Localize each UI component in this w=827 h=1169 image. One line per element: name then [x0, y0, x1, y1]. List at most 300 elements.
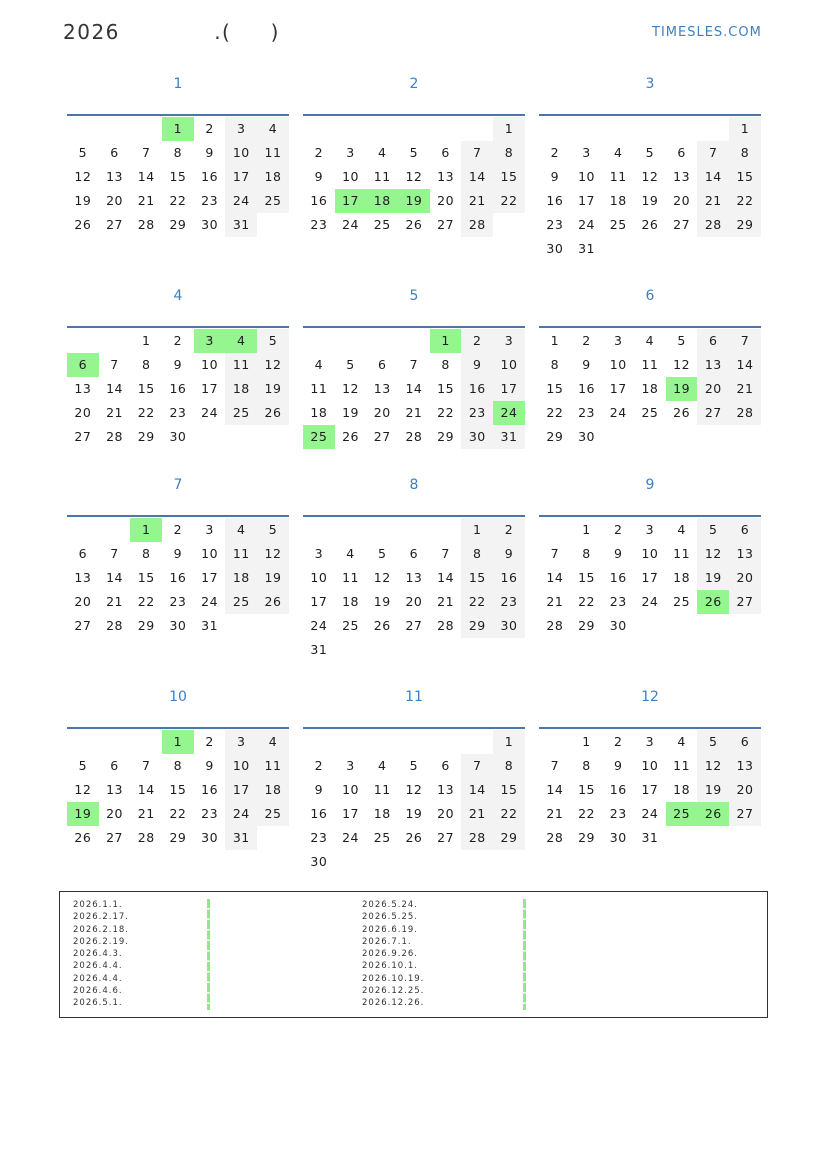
month-title: 5: [409, 288, 419, 304]
day-cell: 26: [405, 830, 423, 845]
month-2: [303, 68, 525, 237]
day-cell: 28: [137, 830, 155, 845]
day-cell: 11: [373, 169, 391, 184]
day-cell: 18: [225, 566, 257, 590]
empty-day-cell: [335, 329, 367, 353]
day-cell: 10: [225, 141, 257, 165]
day-cell: 7: [441, 546, 450, 561]
day-cell: 25: [373, 217, 391, 232]
day-cell: 8: [461, 542, 493, 566]
day-cell: 23: [609, 594, 627, 609]
holiday-date: 2026.2.17.: [73, 912, 129, 923]
day-cell: 10: [201, 357, 219, 372]
day-cell: 23: [461, 401, 493, 425]
day-cell: 28: [106, 618, 123, 633]
holiday-date: 2026.2.18.: [73, 924, 129, 935]
month-title: 12: [641, 689, 659, 705]
day-cell: 10: [641, 546, 659, 561]
day-cell: 25: [641, 405, 659, 420]
holiday-date: 2026.2.19.: [73, 936, 129, 947]
day-cell: 16: [578, 381, 595, 396]
empty-day-cell: [697, 117, 729, 141]
day-cell: 28: [461, 213, 493, 237]
day-cell: 27: [74, 618, 92, 633]
page-title: 2026 .( ): [63, 20, 280, 44]
day-cell: 30: [609, 830, 627, 845]
day-cell: 29: [169, 830, 187, 845]
day-cell: 17: [225, 165, 257, 189]
day-cell: 12: [641, 169, 659, 184]
day-cell: 15: [169, 782, 187, 797]
day-cell: 11: [310, 381, 328, 396]
day-cell: 30: [609, 618, 627, 633]
empty-day-cell: [99, 730, 131, 754]
day-cell: 5: [346, 357, 355, 372]
day-cell: 16: [310, 193, 328, 208]
day-cell: 3: [493, 329, 525, 353]
day-cell: 24: [201, 405, 219, 420]
month-title: 4: [173, 288, 183, 304]
empty-day-cell: [398, 518, 430, 542]
day-cell: 21: [106, 405, 123, 420]
day-cell: 24: [310, 618, 328, 633]
day-cell: 15: [578, 782, 595, 797]
day-cell: 28: [106, 429, 123, 444]
month-grid: [67, 326, 289, 449]
day-cell: 22: [493, 802, 525, 826]
day-cell: 15: [169, 169, 187, 184]
day-cell: 11: [609, 169, 627, 184]
holiday-date: 2026.9.26.: [362, 949, 418, 960]
day-cell: 14: [729, 353, 761, 377]
month-5: [303, 280, 525, 449]
day-cell: 21: [697, 189, 729, 213]
day-cell: 25: [342, 618, 359, 633]
day-cell: 9: [205, 758, 214, 773]
holiday-date: 2026.10.19.: [362, 973, 425, 984]
day-cell: 16: [546, 193, 564, 208]
empty-day-cell: [335, 730, 367, 754]
day-cell: 17: [609, 381, 627, 396]
day-cell: 10: [225, 754, 257, 778]
day-cell: 16: [310, 806, 328, 821]
day-cell: 14: [437, 570, 455, 585]
day-cell: 24: [342, 217, 359, 232]
day-cell: 1: [162, 117, 194, 141]
day-cell: 20: [373, 405, 391, 420]
day-cell: 8: [173, 145, 183, 160]
day-cell: 31: [641, 830, 659, 845]
day-cell: 19: [398, 189, 430, 213]
month-10: [67, 681, 289, 850]
day-cell: 9: [613, 758, 623, 773]
day-cell: 22: [546, 405, 564, 420]
month-title: 11: [405, 689, 423, 705]
day-cell: 29: [493, 826, 525, 850]
day-cell: 6: [377, 357, 387, 372]
day-cell: 4: [377, 758, 387, 773]
empty-day-cell: [67, 329, 99, 353]
holiday-list-box: [59, 891, 768, 1018]
day-cell: 3: [613, 333, 623, 348]
day-cell: 13: [673, 169, 691, 184]
day-cell: 5: [677, 333, 686, 348]
day-cell: 26: [257, 590, 289, 614]
day-cell: 30: [201, 217, 219, 232]
day-cell: 13: [405, 570, 423, 585]
day-cell: 15: [493, 165, 525, 189]
day-cell: 5: [257, 329, 289, 353]
holiday-list-left: [73, 899, 129, 1010]
day-cell: 29: [546, 429, 564, 444]
day-cell: 1: [493, 117, 525, 141]
day-cell: 23: [169, 405, 187, 420]
empty-day-cell: [430, 518, 462, 542]
holiday-date: 2026.5.24.: [362, 900, 418, 910]
day-cell: 16: [201, 782, 219, 797]
empty-day-cell: [539, 730, 571, 754]
day-cell: 27: [729, 590, 761, 614]
day-cell: 25: [609, 217, 627, 232]
day-cell: 14: [106, 381, 123, 396]
month-title: 10: [169, 689, 187, 705]
month-grid: [67, 114, 289, 237]
day-cell: 7: [461, 141, 493, 165]
month-grid: [67, 515, 289, 638]
day-cell: 27: [697, 401, 729, 425]
day-cell: 11: [373, 782, 391, 797]
day-cell: 21: [137, 193, 155, 208]
holiday-marker-bar: [523, 899, 526, 1010]
day-cell: 7: [550, 758, 560, 773]
day-cell: 6: [729, 730, 761, 754]
holiday-date: 2026.4.6.: [73, 986, 123, 997]
day-cell: 7: [409, 357, 419, 372]
empty-day-cell: [366, 329, 398, 353]
day-cell: 16: [493, 566, 525, 590]
day-cell: 13: [74, 381, 92, 396]
day-cell: 7: [550, 546, 560, 561]
empty-day-cell: [335, 117, 367, 141]
day-cell: 10: [578, 169, 595, 184]
day-cell: 11: [673, 758, 691, 773]
day-cell: 28: [697, 213, 729, 237]
day-cell: 9: [173, 357, 183, 372]
day-cell: 13: [729, 754, 761, 778]
month-title: 6: [645, 288, 655, 304]
day-cell: 12: [405, 169, 423, 184]
day-cell: 20: [673, 193, 691, 208]
empty-day-cell: [398, 730, 430, 754]
day-cell: 17: [201, 381, 219, 396]
holiday-date: 2026.12.26.: [362, 998, 425, 1009]
day-cell: 30: [169, 618, 187, 633]
day-cell: 14: [546, 782, 564, 797]
day-cell: 18: [257, 778, 289, 802]
day-cell: 3: [225, 730, 257, 754]
day-cell: 11: [673, 546, 691, 561]
day-cell: 17: [493, 377, 525, 401]
day-cell: 1: [582, 734, 591, 749]
day-cell: 23: [609, 806, 627, 821]
day-cell: 7: [729, 329, 761, 353]
day-cell: 3: [582, 145, 591, 160]
holiday-date: 2026.1.1.: [73, 900, 123, 910]
day-cell: 18: [673, 782, 691, 797]
day-cell: 24: [201, 594, 219, 609]
month-7: [67, 469, 289, 638]
empty-day-cell: [430, 117, 462, 141]
day-cell: 20: [437, 193, 455, 208]
day-cell: 2: [173, 333, 183, 348]
day-cell: 2: [493, 518, 525, 542]
day-cell: 28: [461, 826, 493, 850]
empty-day-cell: [366, 730, 398, 754]
day-cell: 6: [67, 353, 99, 377]
day-cell: 19: [697, 778, 729, 802]
day-cell: 14: [697, 165, 729, 189]
day-cell: 20: [697, 377, 729, 401]
empty-day-cell: [602, 117, 634, 141]
day-cell: 23: [201, 193, 219, 208]
empty-day-cell: [366, 117, 398, 141]
day-cell: 30: [578, 429, 595, 444]
day-cell: 10: [342, 782, 359, 797]
day-cell: 1: [130, 518, 162, 542]
day-cell: 16: [169, 570, 187, 585]
day-cell: 27: [673, 217, 691, 232]
day-cell: 22: [578, 594, 595, 609]
day-cell: 16: [169, 381, 187, 396]
day-cell: 20: [74, 594, 92, 609]
empty-day-cell: [666, 117, 698, 141]
day-cell: 8: [141, 546, 151, 561]
empty-day-cell: [430, 730, 462, 754]
day-cell: 26: [74, 830, 92, 845]
day-cell: 26: [405, 217, 423, 232]
day-cell: 4: [677, 734, 686, 749]
day-cell: 12: [257, 542, 289, 566]
day-cell: 17: [310, 594, 328, 609]
day-cell: 23: [169, 594, 187, 609]
day-cell: 6: [697, 329, 729, 353]
holiday-date: 2026.4.3.: [73, 949, 123, 960]
day-cell: 21: [106, 594, 123, 609]
empty-day-cell: [99, 117, 131, 141]
day-cell: 23: [546, 217, 564, 232]
day-cell: 3: [346, 758, 355, 773]
day-cell: 21: [461, 189, 493, 213]
day-cell: 15: [578, 570, 595, 585]
day-cell: 13: [106, 782, 123, 797]
day-cell: 14: [137, 169, 155, 184]
day-cell: 22: [578, 806, 595, 821]
day-cell: 7: [110, 357, 119, 372]
day-cell: 17: [225, 778, 257, 802]
month-title: 9: [645, 477, 655, 493]
day-cell: 20: [437, 806, 455, 821]
day-cell: 12: [405, 782, 423, 797]
month-grid: [303, 326, 525, 449]
day-cell: 5: [78, 145, 88, 160]
day-cell: 25: [373, 830, 391, 845]
month-grid: [67, 727, 289, 850]
day-cell: 9: [314, 169, 324, 184]
month-grid: [539, 515, 761, 638]
month-title: 8: [409, 477, 419, 493]
day-cell: 24: [493, 401, 525, 425]
day-cell: 21: [405, 405, 423, 420]
empty-day-cell: [398, 329, 430, 353]
day-cell: 11: [257, 141, 289, 165]
day-cell: 8: [441, 357, 450, 372]
day-cell: 28: [137, 217, 155, 232]
day-cell: 31: [578, 241, 595, 256]
day-cell: 30: [201, 830, 219, 845]
day-cell: 2: [461, 329, 493, 353]
day-cell: 28: [405, 429, 423, 444]
empty-day-cell: [539, 518, 571, 542]
day-cell: 7: [141, 758, 151, 773]
day-cell: 7: [141, 145, 151, 160]
day-cell: 6: [110, 758, 119, 773]
day-cell: 29: [729, 213, 761, 237]
day-cell: 6: [78, 546, 88, 561]
empty-day-cell: [67, 117, 99, 141]
day-cell: 9: [314, 782, 324, 797]
day-cell: 9: [173, 546, 183, 561]
day-cell: 27: [729, 802, 761, 826]
day-cell: 31: [225, 213, 257, 237]
day-cell: 16: [609, 782, 627, 797]
day-cell: 2: [613, 734, 623, 749]
day-cell: 14: [106, 570, 123, 585]
day-cell: 12: [697, 542, 729, 566]
day-cell: 1: [550, 333, 560, 348]
day-cell: 5: [257, 518, 289, 542]
empty-day-cell: [461, 117, 493, 141]
day-cell: 23: [578, 405, 595, 420]
day-cell: 18: [673, 570, 691, 585]
day-cell: 12: [373, 570, 391, 585]
day-cell: 28: [437, 618, 455, 633]
day-cell: 10: [201, 546, 219, 561]
day-cell: 22: [437, 405, 455, 420]
day-cell: 8: [550, 357, 560, 372]
day-cell: 15: [546, 381, 564, 396]
day-cell: 5: [697, 518, 729, 542]
holiday-date: 2026.5.1.: [73, 998, 123, 1009]
day-cell: 3: [346, 145, 355, 160]
day-cell: 22: [729, 189, 761, 213]
day-cell: 19: [373, 594, 391, 609]
day-cell: 3: [645, 734, 655, 749]
holiday-marker-bar: [207, 899, 210, 1010]
month-9: [539, 469, 761, 638]
day-cell: 4: [225, 518, 257, 542]
day-cell: 28: [546, 618, 564, 633]
day-cell: 2: [582, 333, 591, 348]
day-cell: 13: [697, 353, 729, 377]
day-cell: 30: [546, 241, 564, 256]
day-cell: 21: [729, 377, 761, 401]
empty-day-cell: [335, 518, 367, 542]
day-cell: 21: [461, 802, 493, 826]
day-cell: 13: [74, 570, 92, 585]
day-cell: 2: [550, 145, 560, 160]
month-grid: [539, 326, 761, 449]
day-cell: 25: [666, 802, 698, 826]
day-cell: 4: [257, 117, 289, 141]
day-cell: 26: [673, 405, 691, 420]
day-cell: 12: [74, 169, 92, 184]
empty-day-cell: [130, 730, 162, 754]
day-cell: 12: [697, 754, 729, 778]
day-cell: 4: [645, 333, 655, 348]
day-cell: 5: [697, 730, 729, 754]
brand-logo[interactable]: TIMESLES.COM: [652, 25, 762, 40]
day-cell: 17: [578, 193, 595, 208]
day-cell: 23: [201, 806, 219, 821]
day-cell: 13: [373, 381, 391, 396]
month-title: 1: [173, 76, 183, 92]
day-cell: 17: [641, 570, 659, 585]
day-cell: 12: [257, 353, 289, 377]
day-cell: 8: [582, 758, 591, 773]
day-cell: 2: [173, 522, 183, 537]
day-cell: 5: [409, 145, 419, 160]
day-cell: 27: [437, 217, 455, 232]
day-cell: 15: [437, 381, 455, 396]
holiday-list-right: [362, 899, 424, 1010]
empty-day-cell: [303, 730, 335, 754]
empty-day-cell: [303, 518, 335, 542]
day-cell: 1: [582, 522, 591, 537]
empty-day-cell: [461, 730, 493, 754]
day-cell: 21: [137, 806, 155, 821]
day-cell: 31: [310, 642, 328, 657]
day-cell: 2: [613, 522, 623, 537]
empty-day-cell: [99, 329, 131, 353]
day-cell: 3: [205, 522, 214, 537]
month-grid: [303, 515, 525, 662]
day-cell: 26: [641, 217, 659, 232]
day-cell: 18: [609, 193, 627, 208]
day-cell: 29: [437, 429, 455, 444]
day-cell: 24: [225, 802, 257, 826]
day-cell: 14: [137, 782, 155, 797]
day-cell: 19: [257, 377, 289, 401]
day-cell: 27: [405, 618, 423, 633]
month-grid: [303, 727, 525, 874]
day-cell: 31: [225, 826, 257, 850]
day-cell: 22: [461, 590, 493, 614]
day-cell: 28: [546, 830, 564, 845]
holiday-date: 2026.4.4.: [73, 961, 123, 972]
day-cell: 3: [645, 522, 655, 537]
day-cell: 12: [74, 782, 92, 797]
day-cell: 4: [613, 145, 623, 160]
empty-day-cell: [539, 117, 571, 141]
day-cell: 29: [578, 830, 595, 845]
holiday-date: 2026.4.4.: [73, 973, 123, 984]
day-cell: 30: [493, 614, 525, 638]
day-cell: 4: [346, 546, 355, 561]
empty-day-cell: [67, 730, 99, 754]
day-cell: 1: [162, 730, 194, 754]
day-cell: 7: [110, 546, 119, 561]
day-cell: 13: [437, 782, 455, 797]
